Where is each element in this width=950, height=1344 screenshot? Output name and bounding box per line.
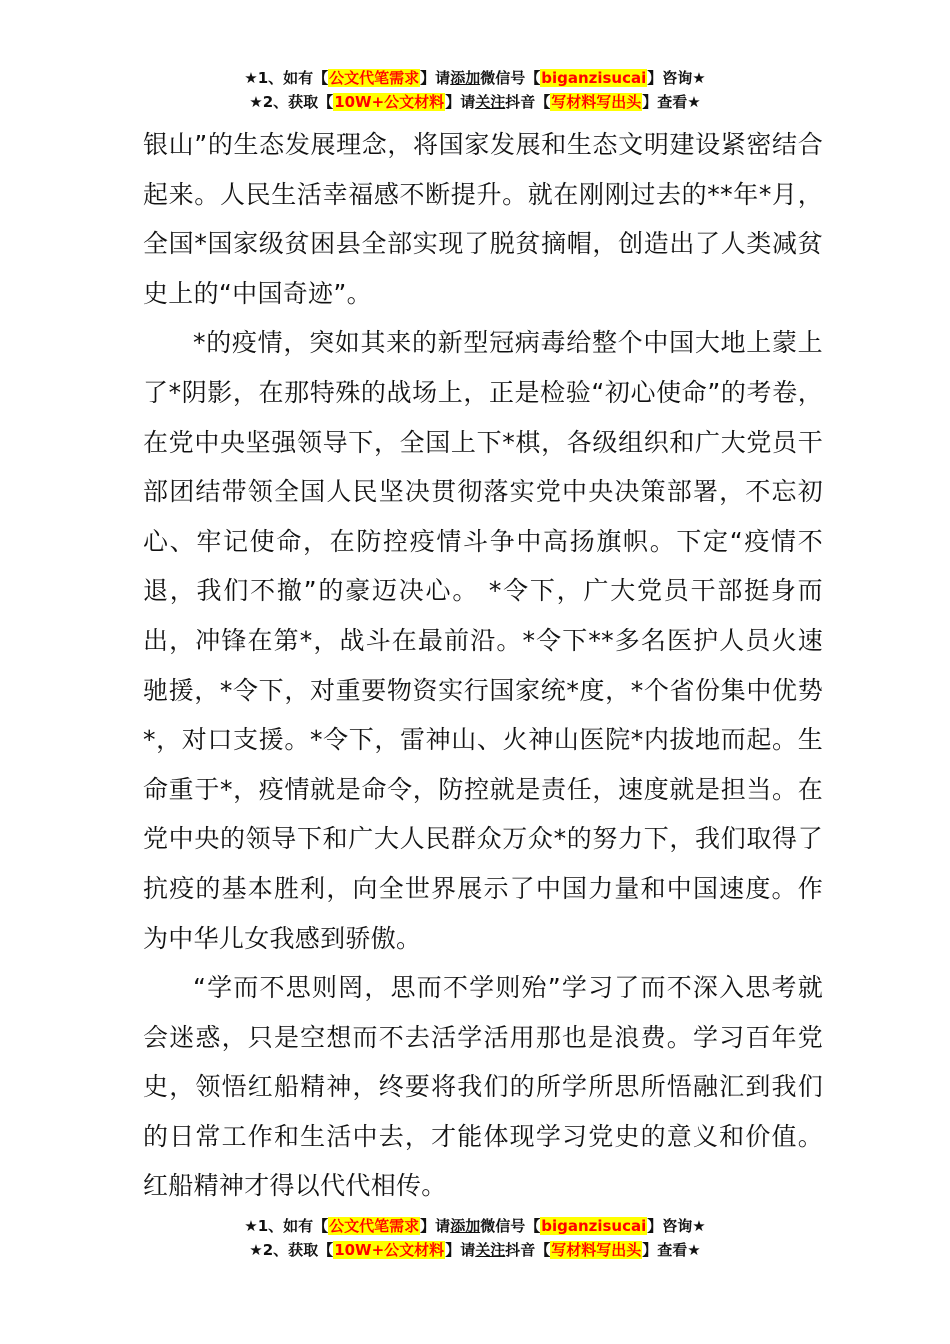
highlight-materials: 10W+公文材料 (334, 1241, 445, 1259)
banner-text: 】咨询★ (647, 69, 706, 87)
document-body (143, 120, 823, 1211)
banner-text: ★1、如有【 (244, 69, 329, 87)
top-banner (0, 66, 950, 114)
highlight-douyin: 写材料写出头 (551, 93, 642, 111)
banner-line-1 (0, 66, 950, 90)
banner-text: 】查看★ (642, 93, 701, 111)
bottom-banner (0, 1214, 950, 1262)
banner-text: 】请 (420, 1217, 451, 1235)
banner-text: 】咨询★ (647, 1217, 706, 1235)
paragraph-2: *的疫情，突如其来的新型冠病毒给整个中国大地上蒙上了*阴影，在那特殊的战场上，正是检验“初心使命”的考卷，在党中央坚强领导下，全国上下*棋，各级组织和广大党员干部团结带领全国人民坚决贯彻落实党中央决策部署，不忘初心、牢记使命，在防控疫情斗争中高扬旗帜。下定“疫情不退，我们不撤”的豪迈决心。 *令下，广大党员干部挺身而出，冲锋在第*，战斗在最前沿。*令下**多名医护人员火速驰援，*令下，对重要物资实行国家统*度，*个省份集中优势*，对口支援。*令下，雷神山、火神山医院*内拔地而起。生命重于*，疫情就是命令，防控就是责任，速度就是担当。在党中央的领导下和广大人民群众万众*的努力下，我们取得了抗疫的基本胜利，向全世界展示了中国力量和中国速度。作为中华儿女我感到骄傲。 (143, 328, 823, 953)
banner-text: ★2、获取【 (249, 1241, 334, 1259)
banner-text: 抖音【 (505, 93, 551, 111)
paragraph-1: 银山”的生态发展理念，将国家发展和生态文明建设紧密结合起来。人民生活幸福感不断提升。就在刚刚过去的**年*月，全国*国家级贫困县全部实现了脱贫摘帽，创造出了人类减贫史上的“中国奇迹”。 (143, 130, 823, 308)
paragraph-3: “学而不思则罔，思而不学则殆”学习了而不深入思考就会迷惑，只是空想而不去活学活用那也是浪费。学习百年党史，领悟红船精神，终要将我们的所学所思所悟融汇到我们的日常工作和生活中去，才能体现学习党史的意义和价值。红船精神才得以代代相传。 (143, 973, 823, 1201)
emphasis-add: 添加 (450, 1217, 481, 1235)
highlight-materials: 10W+公文材料 (334, 93, 445, 111)
banner-text: 微信号【 (480, 1217, 541, 1235)
banner-text: 抖音【 (505, 1241, 551, 1259)
banner-text: 微信号【 (480, 69, 541, 87)
highlight-douyin: 写材料写出头 (551, 1241, 642, 1259)
banner-line-1 (0, 1214, 950, 1238)
banner-text: ★1、如有【 (244, 1217, 329, 1235)
banner-text: ★2、获取【 (249, 93, 334, 111)
emphasis-add: 添加 (450, 69, 481, 87)
emphasis-follow: 关注 (475, 93, 506, 111)
emphasis-follow: 关注 (475, 1241, 506, 1259)
banner-text: 】查看★ (642, 1241, 701, 1259)
banner-text: 】请 (445, 1241, 476, 1259)
highlight-wechat-id: biganzisucai (541, 1217, 647, 1235)
highlight-service: 公文代笔需求 (329, 1217, 420, 1235)
highlight-wechat-id: biganzisucai (541, 69, 647, 87)
highlight-service: 公文代笔需求 (329, 69, 420, 87)
banner-line-2 (0, 90, 950, 114)
banner-line-2 (0, 1238, 950, 1262)
banner-text: 】请 (420, 69, 451, 87)
banner-text: 】请 (445, 93, 476, 111)
